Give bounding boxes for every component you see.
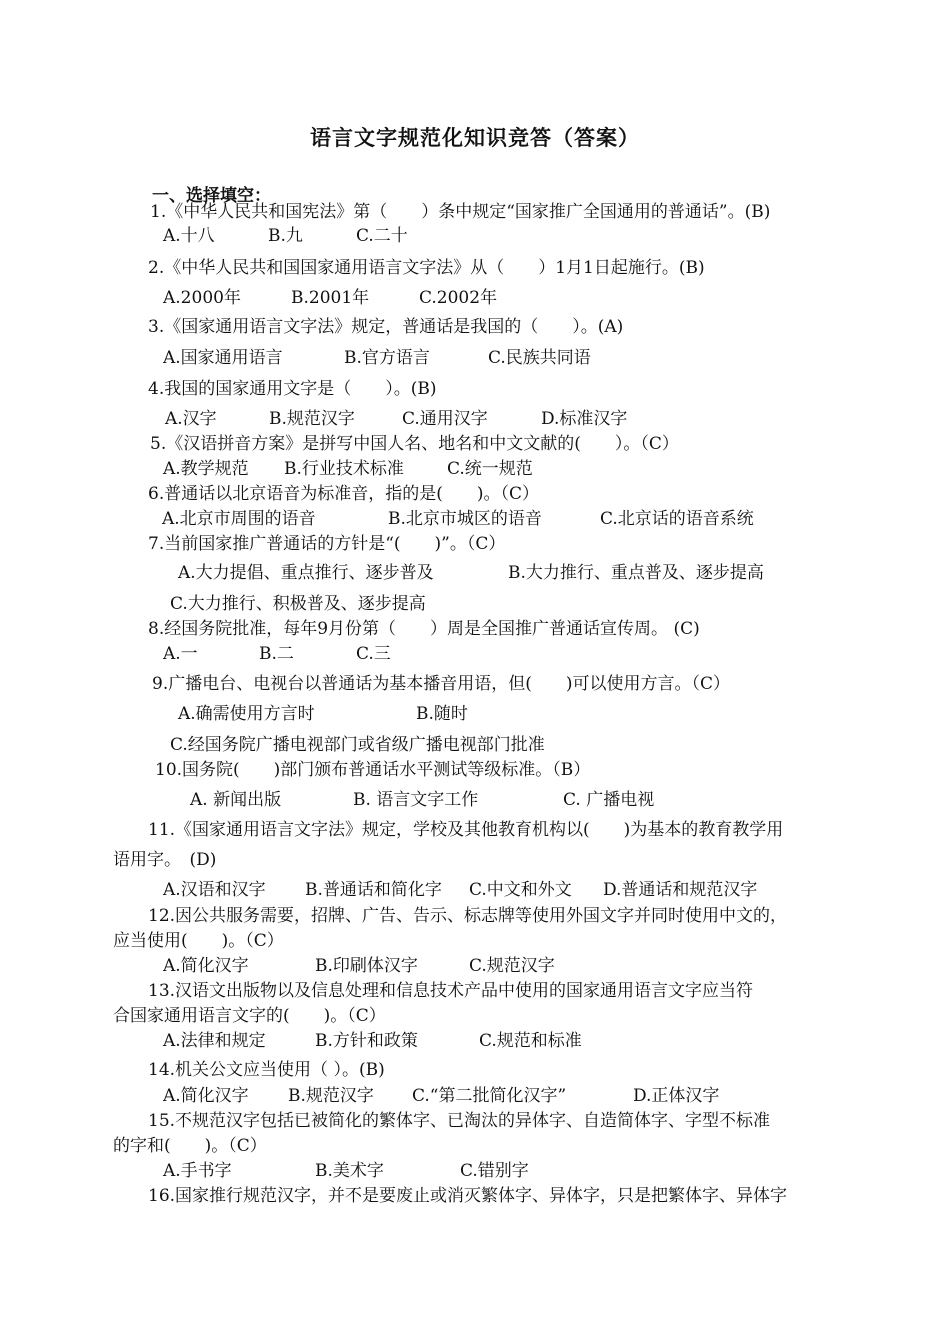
question-text: 5.《汉语拼音方案》是拼写中国人名、地名和中文文献的( ）。（C）: [150, 434, 679, 454]
option: B.行业技术标准: [284, 459, 404, 479]
option: B.2001年: [291, 288, 370, 308]
option: A.汉字: [165, 409, 217, 429]
option: C.通用汉字: [402, 409, 488, 429]
option: B.规范汉字: [288, 1086, 374, 1106]
question-text: 8.经国务院批准，每年9月份第（ ）周是全国推广普通话宣传周。 (C): [148, 619, 700, 639]
question-text: 16.国家推行规范汉字，并不是要废止或消灭繁体字、异体字，只是把繁体字、异体字: [148, 1186, 788, 1206]
question-text: 11.《国家通用语言文字法》规定，学校及其他教育机构以( )为基本的教育教学用: [148, 820, 784, 840]
option: C.规范和标准: [479, 1031, 582, 1051]
option: B.随时: [416, 704, 468, 724]
option: B.普通话和简化字: [305, 880, 442, 900]
option: A.手书字: [163, 1161, 232, 1181]
option: A.2000年: [163, 288, 241, 308]
option: B.官方语言: [344, 348, 430, 368]
option: A.大力提倡、重点推行、逐步普及: [178, 563, 434, 583]
option: D.普通话和规范汉字: [603, 880, 758, 900]
question-text: 4.我国的国家通用文字是（ ）。(B): [148, 379, 437, 399]
option: C.规范汉字: [469, 956, 555, 976]
option: A.确需使用方言时: [178, 704, 315, 724]
question-text: 3.《国家通用语言文字法》规定，普通话是我国的（ ）。(A): [148, 317, 624, 337]
option: A. 新闻出版: [190, 790, 282, 810]
option: A.一: [163, 644, 198, 664]
option: A.北京市周围的语音: [162, 509, 316, 529]
option: C.大力推行、积极普及、逐步提高: [170, 594, 426, 614]
option: B.方针和政策: [315, 1031, 418, 1051]
option: A.简化汉字: [163, 1086, 249, 1106]
option: C.2002年: [419, 288, 498, 308]
option: A.国家通用语言: [163, 348, 283, 368]
option: C.民族共同语: [488, 348, 591, 368]
question-text: 语用字。 (D): [113, 850, 217, 870]
section-heading: 一、选择填空：: [152, 186, 271, 206]
option: C.错别字: [460, 1161, 529, 1181]
option: B.美术字: [315, 1161, 384, 1181]
option: A.十八: [163, 226, 215, 246]
option: B.九: [268, 226, 303, 246]
option: C. 广播电视: [563, 790, 655, 810]
question-text: 1.《中华人民共和国宪法》第（ ）条中规定“国家推广全国通用的普通话”。(B): [150, 202, 771, 222]
question-text: 应当使用( )。（C）: [113, 931, 284, 951]
option: C.二十: [356, 226, 408, 246]
option: B.大力推行、重点普及、逐步提高: [508, 563, 764, 583]
option: C.“第二批简化汉字”: [412, 1086, 567, 1106]
option: D.正体汉字: [633, 1086, 720, 1106]
option: C.统一规范: [447, 459, 533, 479]
option: A.教学规范: [163, 459, 249, 479]
question-text: 15.不规范汉字包括已被简化的繁体字、已淘汰的异体字、自造简体字、字型不标准: [148, 1111, 771, 1131]
question-text: 2.《中华人民共和国国家通用语言文字法》从（ ）1月1日起施行。(B): [148, 258, 705, 278]
question-text: 13.汉语文出版物以及信息处理和信息技术产品中使用的国家通用语言文字应当符: [148, 981, 754, 1001]
option: D.标准汉字: [541, 409, 628, 429]
option: A.简化汉字: [163, 956, 249, 976]
option: B.印刷体汉字: [315, 956, 418, 976]
question-text: 10.国务院( )部门颁布普通话水平测试等级标准。（B）: [155, 760, 591, 780]
option: B.二: [259, 644, 294, 664]
question-text: 的字和( )。（C）: [113, 1136, 267, 1156]
option: A.法律和规定: [163, 1031, 266, 1051]
option: C.三: [356, 644, 391, 664]
option: C.中文和外文: [469, 880, 572, 900]
question-text: 7.当前国家推广普通话的方针是“( )”。（C）: [148, 534, 506, 554]
option: B.北京市城区的语音: [388, 509, 542, 529]
question-text: 合国家通用语言文字的( )。（C）: [113, 1006, 386, 1026]
option: C.北京话的语音系统: [600, 509, 754, 529]
question-text: 14.机关公文应当使用（ ）。(B): [148, 1060, 385, 1080]
option: C.经国务院广播电视部门或省级广播电视部门批准: [170, 735, 545, 755]
question-text: 12.因公共服务需要，招牌、广告、告示、标志牌等使用外国文字并同时使用中文的，: [148, 906, 788, 926]
question-text: 9.广播电台、电视台以普通话为基本播音用语，但( )可以使用方言。（C）: [152, 674, 730, 694]
question-text: 6.普通话以北京语音为标准音，指的是( )。（C）: [148, 484, 539, 504]
option: B.规范汉字: [269, 409, 355, 429]
option: B. 语言文字工作: [353, 790, 479, 810]
option: A.汉语和汉字: [163, 880, 266, 900]
page-title: 语言文字规范化知识竞答（答案）: [310, 125, 640, 150]
